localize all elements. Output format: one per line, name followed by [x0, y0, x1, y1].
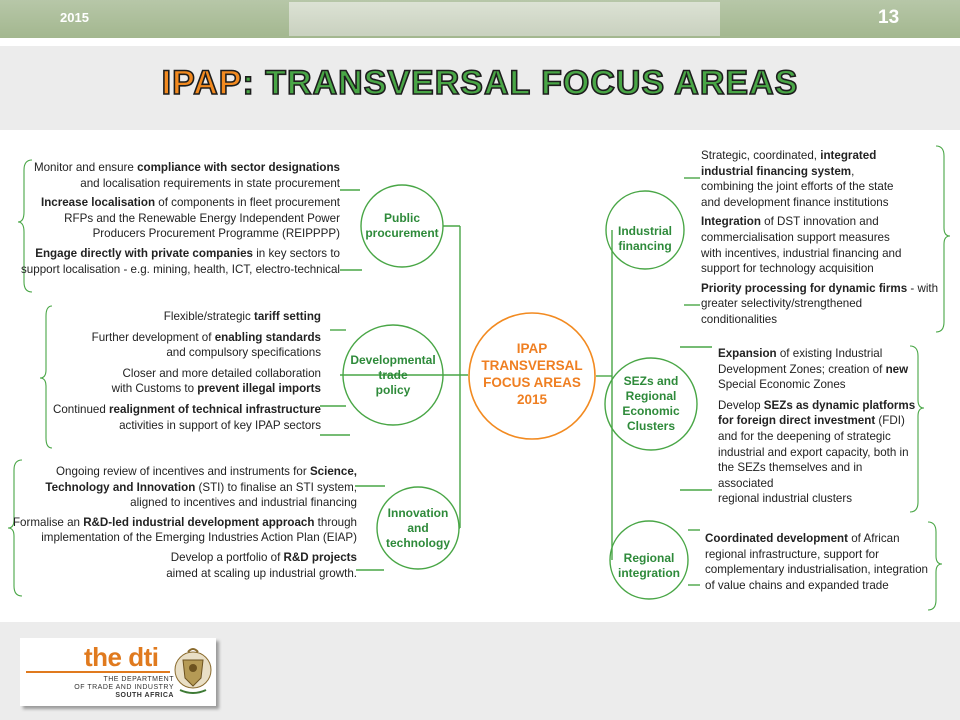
if-line-2: industrial financing system, — [701, 164, 855, 178]
dtp-line-1: Flexible/strategic tariff setting — [163, 310, 321, 323]
dtp-line-6: Continued realignment of technical infrastructure — [52, 402, 321, 416]
ri-line-2: regional infrastructure, support for — [705, 547, 879, 561]
text-innovation-technology — [10, 464, 357, 581]
header-center-band — [289, 2, 720, 36]
logo-line-1: THE DEPARTMENT — [103, 676, 174, 683]
center-line-3: FOCUS AREAS — [483, 375, 581, 390]
pp-line-3: Increase localisation of components in fleet procurement — [40, 196, 340, 210]
node-pp-line-1: Public — [383, 211, 420, 225]
if-line-7: with incentives, industrial financing and — [701, 246, 902, 260]
it-line-1: Ongoing review of incentives and instruments for Science, — [56, 465, 357, 478]
dtp-line-7: activities in support of key IPAP sectors — [119, 418, 321, 432]
center-node — [476, 340, 588, 408]
if-line-6: commercialisation support measures — [701, 230, 890, 244]
node-public-procurement — [362, 211, 442, 241]
node-sez-line-2: Regional — [625, 389, 677, 403]
if-line-5: Integration of DST innovation and — [701, 215, 879, 229]
sez-line-8: the SEZs themselves and in associated — [718, 461, 863, 490]
node-dtp-line-1: Developmental — [350, 353, 436, 367]
node-developmental-trade-policy — [343, 353, 443, 398]
it-line-7: aimed at scaling up industrial growth. — [166, 566, 357, 580]
node-sez-line-3: Economic — [622, 404, 680, 418]
ri-line-1: Coordinated development of African — [705, 532, 900, 545]
sez-line-5: for foreign direct investment (FDI) — [718, 414, 905, 428]
sez-line-3: Special Economic Zones — [718, 378, 846, 392]
logo-line-3: SOUTH AFRICA — [115, 692, 174, 699]
node-industrial-financing — [605, 224, 685, 254]
title-rest: : TRANSVERSAL FOCUS AREAS — [242, 64, 799, 102]
logo-line-2: OF TRADE AND INDUSTRY — [74, 684, 174, 691]
slide-title — [0, 64, 960, 103]
pp-line-5: Producers Procurement Programme (REIPPPP) — [92, 227, 340, 241]
sez-line-2: Development Zones; creation of new — [718, 362, 909, 376]
center-line-1: IPAP — [516, 341, 548, 356]
pp-line-6: Engage directly with private companies in key sectors to — [35, 246, 340, 260]
text-sezs-clusters — [718, 346, 918, 507]
page-number: 13 — [878, 7, 900, 28]
it-line-6: Develop a portfolio of R&D projects — [170, 550, 357, 564]
node-ri-line-1: Regional — [623, 551, 675, 565]
node-dtp-line-2: trade — [378, 368, 408, 382]
node-ri-line-2: integration — [618, 566, 680, 580]
it-line-4: Formalise an R&D-led industrial development approach through — [12, 515, 357, 529]
pp-line-4: RFPs and the Renewable Energy Independent Power — [64, 211, 340, 225]
sez-line-7: industrial and export capacity, both in — [718, 445, 909, 459]
it-line-2: Technology and Innovation (STI) to finalise an STI system, — [45, 480, 357, 494]
pp-line-2: and localisation requirements in state procurement — [80, 176, 340, 190]
dti-logo — [20, 638, 216, 706]
it-line-3: aligned to incentives and industrial financing — [130, 496, 357, 510]
if-line-3: combining the joint efforts of the state — [701, 180, 894, 194]
top-bar — [0, 0, 960, 38]
sez-line-6: and for the deepening of strategic — [718, 429, 891, 443]
header-year: 2015 — [60, 10, 89, 25]
dtp-line-3: and compulsory specifications — [166, 346, 321, 360]
sez-line-4: Develop SEZs as dynamic platforms — [718, 398, 916, 412]
dtp-line-2: Further development of enabling standards — [91, 330, 321, 344]
if-line-4: and development finance institutions — [701, 195, 889, 209]
dtp-line-5: with Customs to prevent illegal imports — [111, 382, 321, 396]
text-industrial-financing — [701, 148, 941, 328]
node-dtp-line-3: policy — [375, 383, 411, 397]
logo-department — [48, 676, 174, 700]
sez-line-9: regional industrial clusters — [718, 492, 853, 506]
sez-line-1: Expansion of existing Industrial — [718, 347, 883, 360]
center-line-2: TRANSVERSAL — [481, 358, 583, 373]
text-regional-integration — [705, 531, 931, 593]
node-it-line-1: Innovation — [387, 506, 449, 520]
node-if-line-1: Industrial — [617, 224, 672, 238]
node-pp-line-2: procurement — [365, 226, 439, 240]
node-sez-line-1: SEZs and — [623, 374, 679, 388]
node-it-line-2: and — [407, 521, 429, 535]
dtp-line-4: Closer and more detailed collaboration — [122, 366, 321, 380]
if-line-8: support for technology acquisition — [701, 262, 874, 276]
node-it-line-3: technology — [385, 536, 450, 550]
node-sez-line-4: Clusters — [626, 419, 676, 433]
ri-line-3: complementary industrialisation, integration — [705, 563, 928, 577]
pp-line-1: Monitor and ensure compliance with sector designations — [33, 161, 340, 174]
title-ipap: IPAP — [161, 64, 243, 102]
text-developmental-trade-policy — [40, 309, 321, 433]
header-stripe — [0, 38, 960, 46]
ri-line-4: of value chains and expanded trade — [705, 578, 889, 592]
text-public-procurement — [20, 160, 340, 277]
logo-wordmark: the dti — [84, 642, 159, 672]
node-if-line-2: financing — [618, 239, 672, 253]
if-line-10: greater selectivity/strengthened conditionalities — [701, 297, 863, 326]
center-line-4: 2015 — [516, 392, 548, 407]
if-line-9: Priority processing for dynamic firms - with — [701, 281, 939, 295]
node-innovation-technology — [378, 506, 458, 551]
coat-of-arms-icon — [175, 649, 211, 693]
it-line-5: implementation of the Emerging Industries Action Plan (EIAP) — [41, 531, 357, 545]
if-line-1: Strategic, coordinated, integrated — [701, 149, 877, 162]
pp-line-7: support localisation - e.g. mining, health, ICT, electro-technical — [21, 262, 340, 276]
node-sezs-clusters — [611, 374, 691, 434]
node-regional-integration — [609, 551, 689, 581]
